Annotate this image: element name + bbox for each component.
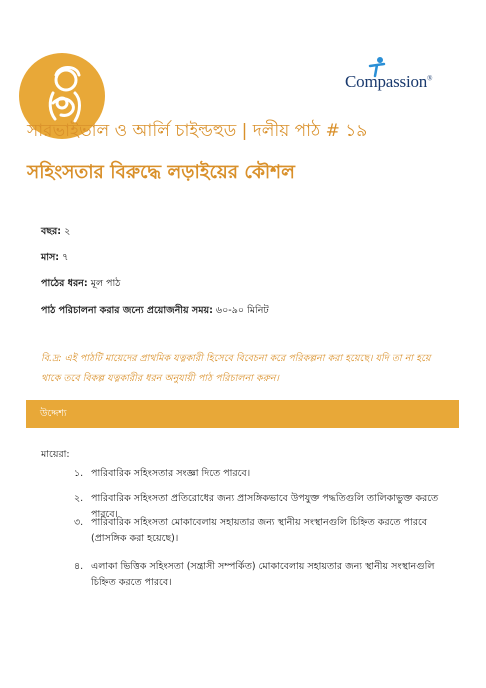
time-value: ৬০-৯০ মিনিট — [215, 305, 269, 316]
list-item-text: এলাকা ভিত্তিক সহিংসতা (সন্ত্রাসী সম্পর্কিত) মোকাবেলায় সহায়তার জন্য স্থানীয় সংস্থানগুলি চিহ্নিত করতে পারবে। — [91, 561, 435, 588]
year-value: ২ — [64, 226, 71, 237]
year-label: বছর: — [41, 226, 62, 237]
lesson-title: সহিংসতার বিরুদ্ধে লড়াইয়ের কৌশল — [27, 162, 295, 183]
list-item-number: ৩. — [74, 517, 84, 528]
list-item-number: ২. — [74, 493, 84, 504]
meta-year — [41, 225, 70, 240]
meta-time — [41, 304, 269, 319]
list-item — [74, 559, 444, 591]
list-item — [74, 515, 444, 547]
meta-month — [41, 251, 68, 266]
list-item-number: ১. — [74, 468, 84, 479]
objectives-intro: মায়েরা: — [41, 449, 70, 460]
month-value: ৭ — [62, 252, 69, 263]
list-item-number: ৪. — [74, 561, 84, 572]
list-item — [74, 466, 444, 482]
list-item-text: পারিবারিক সহিংসতার সংজ্ঞা দিতে পারবে। — [91, 468, 251, 479]
month-label: মাস: — [41, 252, 60, 263]
type-label: পাঠের ধরন: — [41, 278, 88, 289]
type-value: মূল পাঠ — [90, 278, 121, 289]
time-label: পাঠ পরিচালনা করার জন্যে প্রয়োজনীয় সময়: — [41, 305, 213, 316]
list-item-text: পারিবারিক সহিংসতা প্রতিরোধের জন্য প্রাসঙ্গিকভাবে উপযুক্ত পদ্ধতিগুলি তালিকাভুক্ত করতে পারবে। — [91, 493, 439, 520]
series-title: সারভাইভাল ও আর্লি চাইল্ডহুড | দলীয় পাঠ # ১৯ — [27, 121, 368, 141]
brand-name: Compassion® — [345, 72, 433, 91]
list-item-text: পারিবারিক সহিংসতা মোকাবেলায় সহায়তার জন্য স্থানীয় সংস্থানগুলি চিহ্নিত করতে পারবে (প্রাসঙ্গিক করা হয়েছে)। — [91, 517, 428, 544]
section-heading-bar — [26, 400, 459, 428]
facilitator-note: বি.দ্র: এই পাঠটি মায়েদের প্রাথমিক যত্নকারী হিসেবে বিবেচনা করে পরিকল্পনা করা হয়েছে। যদি তা না হয়ে থাকে তবে বিকল্প যত্নকারীর ধরন অনুযায়ী পাঠ পরিচালনা করুন। — [41, 353, 431, 384]
meta-lesson-type — [41, 277, 120, 292]
compassion-logo — [345, 62, 445, 98]
section-heading: উদ্দেশ্য — [40, 408, 67, 419]
